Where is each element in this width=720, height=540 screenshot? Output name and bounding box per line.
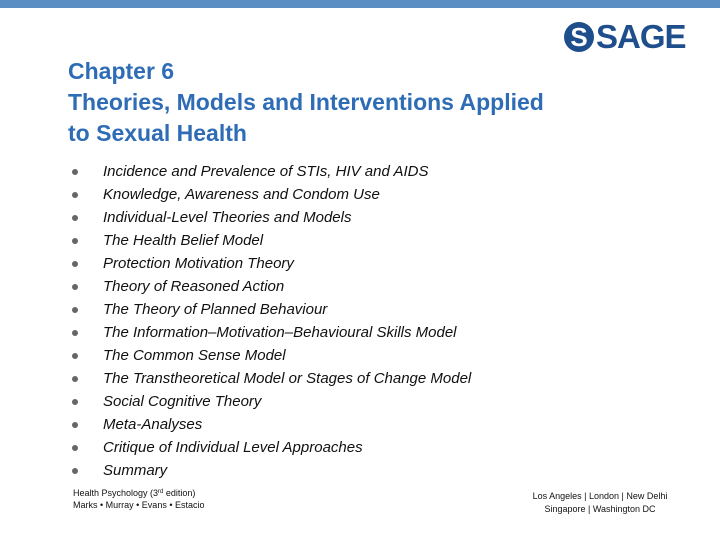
title-line-1: Chapter 6 — [68, 58, 175, 84]
title-line-3: to Sexual Health — [68, 120, 247, 146]
list-item-text: Individual-Level Theories and Models — [103, 209, 352, 226]
list-item — [72, 183, 471, 206]
bullet-dot-icon — [72, 468, 78, 474]
top-accent-bar — [0, 0, 720, 8]
list-item-text: The Information–Motivation–Behavioural Skills Model — [103, 324, 457, 341]
bullet-dot-icon — [72, 445, 78, 451]
bullet-dot-icon — [72, 376, 78, 382]
list-item-text: Meta-Analyses — [103, 416, 203, 433]
list-item-text: Incidence and Prevalence of STIs, HIV and AIDS — [103, 163, 429, 180]
book-authors: Marks • Murray • Evans • Estacio — [73, 500, 205, 510]
book-title-text: Health Psychology (3 — [73, 488, 159, 498]
list-item — [72, 459, 471, 482]
list-item-text: The Health Belief Model — [103, 232, 264, 249]
list-item — [72, 436, 471, 459]
bullet-dot-icon — [72, 353, 78, 359]
edition-superscript: rd — [158, 489, 164, 495]
svg-text:S: S — [570, 22, 588, 52]
bullet-dot-icon — [72, 422, 78, 428]
list-item — [72, 321, 471, 344]
page-title — [68, 56, 688, 149]
sage-logo — [563, 18, 686, 56]
list-item — [72, 413, 471, 436]
locations-line-2: Singapore | Washington DC — [544, 504, 656, 514]
list-item — [72, 252, 471, 275]
list-item-text: Critique of Individual Level Approaches — [103, 439, 363, 456]
list-item — [72, 367, 471, 390]
list-item — [72, 275, 471, 298]
book-title — [73, 486, 204, 499]
bullet-dot-icon — [72, 307, 78, 313]
bullet-dot-icon — [72, 215, 78, 221]
list-item — [72, 160, 471, 183]
locations-line-1: Los Angeles | London | New Delhi — [532, 491, 668, 501]
sage-logo-icon — [563, 19, 595, 55]
list-item-text: Knowledge, Awareness and Condom Use — [103, 186, 380, 203]
bullet-dot-icon — [72, 238, 78, 244]
title-line-2: Theories, Models and Interventions Applied — [68, 89, 544, 115]
bullet-list — [72, 160, 471, 482]
bullet-dot-icon — [72, 192, 78, 198]
bullet-dot-icon — [72, 284, 78, 290]
list-item-text: Protection Motivation Theory — [103, 255, 294, 272]
bullet-dot-icon — [72, 261, 78, 267]
bullet-dot-icon — [72, 330, 78, 336]
list-item-text: The Transtheoretical Model or Stages of Change Model — [103, 370, 472, 387]
list-item — [72, 229, 471, 252]
list-item-text: Theory of Reasoned Action — [103, 278, 285, 295]
list-item — [72, 206, 471, 229]
list-item-text: Social Cognitive Theory — [103, 393, 262, 410]
bullet-dot-icon — [72, 169, 78, 175]
list-item-text: The Theory of Planned Behaviour — [103, 301, 328, 318]
book-credit — [73, 486, 204, 511]
book-edition-text: edition) — [163, 488, 196, 498]
list-item — [72, 298, 471, 321]
logo-text: SAGE — [596, 18, 686, 55]
bullet-dot-icon — [72, 399, 78, 405]
list-item — [72, 390, 471, 413]
list-item — [72, 344, 471, 367]
list-item-text: The Common Sense Model — [103, 347, 286, 364]
publisher-locations — [500, 490, 700, 516]
list-item-text: Summary — [103, 462, 168, 479]
